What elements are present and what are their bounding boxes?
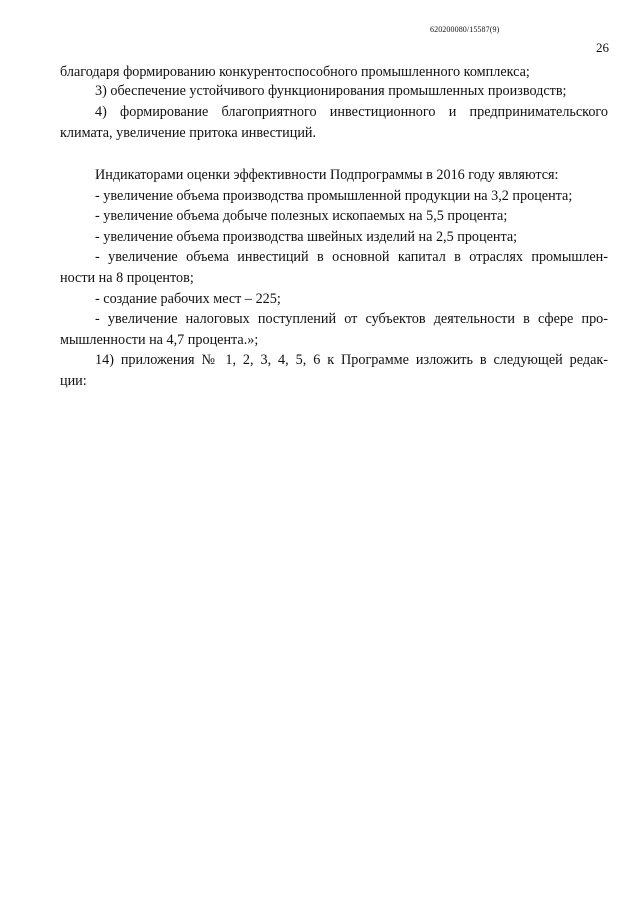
text-line: - увеличение объема производства промышленной продукции на 3,2 процента; bbox=[95, 188, 573, 204]
text-line: - увеличение объема производства швейных изделий на 2,5 процента; bbox=[95, 229, 518, 245]
text-line: климата, увеличение притока инвестиций. bbox=[60, 125, 317, 141]
text-line: 4) формирование благоприятного инвестиционного и предпринимательского bbox=[95, 104, 608, 120]
text-line: - увеличение налоговых поступлений от субъектов деятельности в сфере про- bbox=[95, 311, 608, 327]
text-line: - увеличение объема добыче полезных ископаемых на 5,5 процента; bbox=[95, 208, 508, 224]
text-line: ности на 8 процентов; bbox=[60, 270, 194, 286]
document-id: 620200080/15587(9) bbox=[430, 25, 500, 34]
text-line: - создание рабочих мест – 225; bbox=[95, 291, 281, 307]
text-line: Индикаторами оценки эффективности Подпрограммы в 2016 году являются: bbox=[95, 167, 559, 183]
text-line: - увеличение объема инвестиций в основной капитал в отраслях промышлен- bbox=[95, 249, 608, 265]
text-line: ции: bbox=[60, 373, 87, 389]
text-line: 3) обеспечение устойчивого функционирования промышленных производств; bbox=[95, 83, 567, 99]
page-number: 26 bbox=[596, 40, 609, 55]
text-line: мышленности на 4,7 процента.»; bbox=[60, 332, 259, 348]
text-line: благодаря формированию конкурентоспособного промышленного комплекса; bbox=[60, 64, 530, 80]
text-line: 14) приложения № 1, 2, 3, 4, 5, 6 к Программе изложить в следующей редак- bbox=[95, 352, 608, 368]
